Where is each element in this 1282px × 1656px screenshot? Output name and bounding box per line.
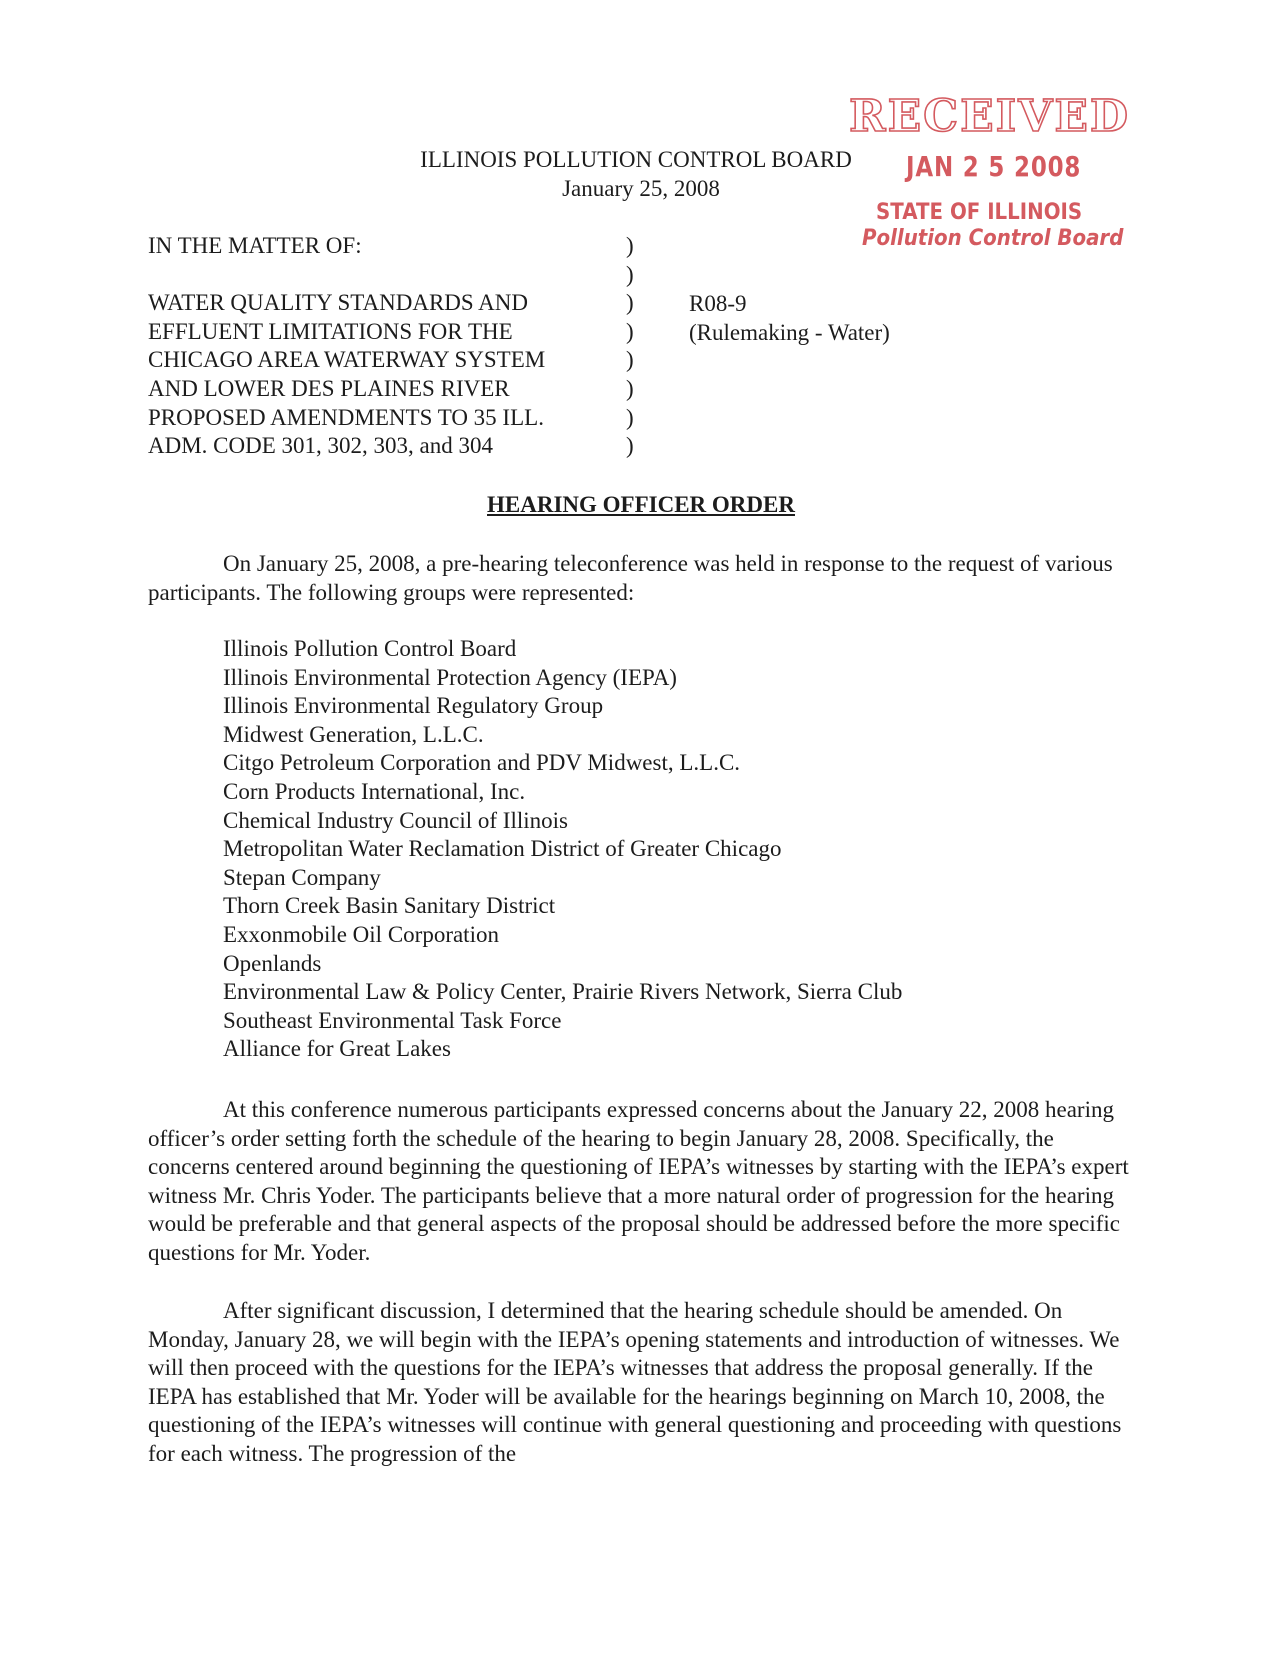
paragraph: On January 25, 2008, a pre-hearing teleconference was held in response to the request of various participants. The following groups were represented: [148,551,1113,605]
list-item: Illinois Environmental Regulatory Group [223,693,604,719]
caption-paren: ) [626,318,634,344]
list-item: Corn Products International, Inc. [223,778,526,804]
list-item: Citgo Petroleum Corporation and PDV Midwest, L.L.C. [223,750,741,776]
received-stamp-state: STATE OF ILLINOIS [876,200,1083,225]
list-item: Metropolitan Water Reclamation District of Greater Chicago [223,836,782,862]
docket-info [689,290,890,347]
caption-paren: ) [626,233,634,258]
paragraph: At this conference numerous participants expressed concerns about the January 22, 2008 hearing officer’s order setting forth the schedule of the hearing to begin January 28, 2008. Specifically, the concerns centered around beginning the questioning of IEPA’s witnesses by starting with the IEPA’s expert witness Mr. Chris Yoder. The participants believe that a more natural order of progression for the hearing would be preferable and that general aspects of the proposal should be addressed before the more specific questions for Mr. Yoder. [148,1097,1129,1265]
matter-label: IN THE MATTER OF: [148,233,362,258]
agency-header: ILLINOIS POLLUTION CONTROL BOARD [420,147,852,172]
caption-title-line: EFFLUENT LIMITATIONS FOR THE [148,318,513,344]
received-stamp-text: RECEIVED [849,91,1131,142]
paragraph: After significant discussion, I determined that the hearing schedule should be amended. On Monday, January 28, we will begin with the IEPA’s opening statements and introduction of witnesses. We will then proceed with the questions for the IEPA’s witnesses that address the proposal generally. If the IEPA has established that Mr. Yoder will be available for the hearings beginning on March 10, 2008, the questioning of the IEPA’s witnesses will continue with general questioning and proceeding with questions for each witness. The progression of the [148,1298,1122,1466]
list-item: Illinois Environmental Protection Agency (IEPA) [223,664,677,690]
list-item: Openlands [223,950,322,976]
participant-list [223,635,902,1064]
list-item: Southeast Environmental Task Force [223,1007,562,1033]
caption-parentheses [626,232,634,461]
order-title: HEARING OFFICER ORDER [487,492,795,517]
list-item: Thorn Creek Basin Sanitary District [223,893,556,919]
caption-title-line: AND LOWER DES PLAINES RIVER [148,375,510,401]
caption-paren: ) [626,433,634,459]
caption-title-line: WATER QUALITY STANDARDS AND [148,290,528,316]
received-stamp-date: JAN 2 5 2008 [906,150,1082,183]
list-item: Chemical Industry Council of Illinois [223,807,568,833]
list-item: Illinois Pollution Control Board [223,636,517,661]
received-stamp-board: Pollution Control Board [862,226,1124,251]
caption-paren: ) [626,375,634,401]
header-date: January 25, 2008 [562,176,720,201]
docket-type: (Rulemaking - Water) [689,319,890,345]
list-item: Alliance for Great Lakes [223,1036,451,1062]
caption-paren: ) [626,290,634,316]
caption-title-line: CHICAGO AREA WATERWAY SYSTEM [148,347,546,373]
case-caption [148,232,545,461]
caption-paren: ) [626,404,634,430]
list-item: Stepan Company [223,864,381,890]
docket-number: R08-9 [689,291,747,316]
caption-title-line: ADM. CODE 301, 302, 303, and 304 [148,433,493,459]
caption-paren: ) [626,347,634,373]
caption-title-line: PROPOSED AMENDMENTS TO 35 ILL. [148,404,544,430]
list-item: Environmental Law & Policy Center, Prairie Rivers Network, Sierra Club [223,979,903,1005]
list-item: Exxonmobile Oil Corporation [223,921,499,947]
list-item: Midwest Generation, L.L.C. [223,721,484,747]
caption-paren: ) [626,261,634,287]
